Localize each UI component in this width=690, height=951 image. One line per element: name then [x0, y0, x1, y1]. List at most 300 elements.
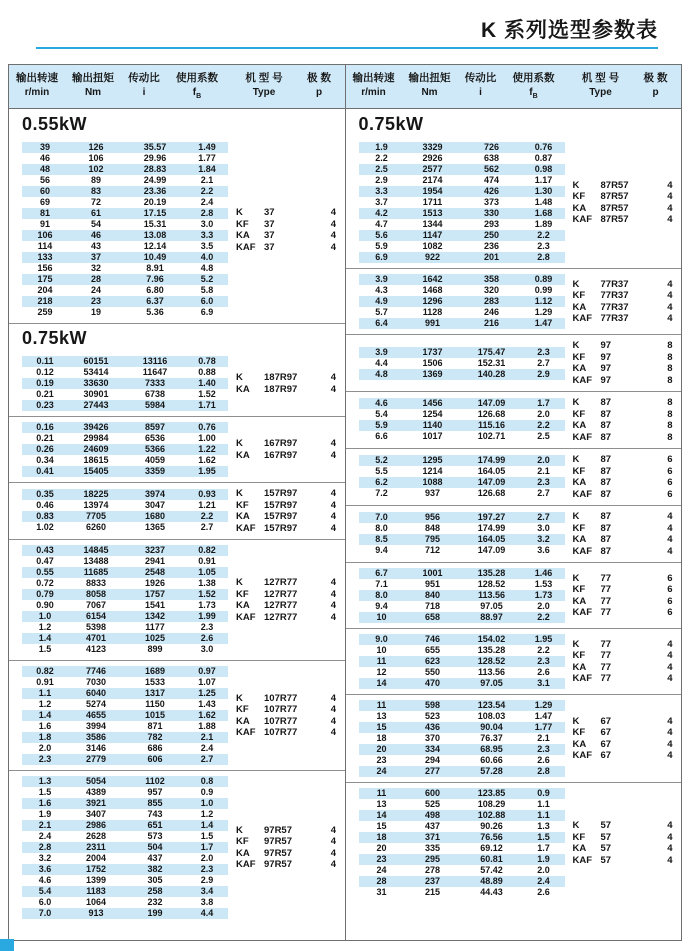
cell: 1.73 [198, 600, 216, 610]
cell: 57.42 [480, 865, 503, 875]
cell: 726 [483, 142, 500, 152]
cell: 0.21 [36, 433, 54, 443]
data-block [9, 484, 345, 538]
model-row [573, 214, 677, 226]
data-block [9, 772, 345, 923]
table-row [22, 908, 228, 919]
table-row [22, 522, 228, 533]
model-size: 87 [600, 522, 612, 534]
data-block [9, 541, 345, 659]
cell: 1752 [85, 864, 107, 874]
cell: 1.00 [198, 433, 216, 443]
table-row [359, 219, 565, 230]
data-block [9, 352, 345, 415]
table-row [359, 252, 565, 263]
header-unit: $f_B$ [529, 87, 538, 100]
model-size: 77 [600, 584, 612, 595]
cell: 29.96 [143, 153, 167, 163]
model-type: KAF [572, 431, 593, 443]
cell: 113.56 [477, 667, 506, 677]
cell: 48 [39, 164, 50, 174]
cell: 102.71 [477, 431, 506, 441]
cell: 956 [424, 512, 441, 522]
table-row [359, 523, 565, 534]
cell: 1.1 [537, 810, 550, 820]
table-row [359, 175, 565, 186]
cell: 154.02 [477, 634, 506, 644]
cell: 1365 [144, 522, 166, 532]
header-label: 输出扭矩 [408, 72, 451, 84]
cell: 175 [37, 274, 53, 284]
cell: 2.1 [38, 820, 52, 830]
cell: 573 [147, 831, 163, 841]
cell: 2.0 [537, 455, 550, 465]
table-row [359, 142, 565, 153]
cell: 2.8 [38, 842, 52, 852]
cell: 1.71 [198, 400, 216, 410]
cell: 5.2 [200, 274, 214, 284]
table-row [359, 656, 565, 667]
model-poles: 4 [330, 600, 336, 611]
cell: 686 [147, 743, 163, 753]
cell: 28.83 [143, 164, 167, 174]
model-poles: 4 [330, 218, 336, 230]
cell: 135.28 [477, 645, 506, 655]
cell: 937 [424, 488, 441, 498]
cell: 5.7 [375, 307, 388, 317]
cell: 0.26 [36, 444, 54, 454]
model-list [573, 820, 677, 866]
data-block [346, 138, 682, 267]
table-row [359, 241, 565, 252]
model-poles: 4 [330, 715, 336, 727]
table-row [22, 688, 228, 699]
model-row [236, 242, 340, 254]
cell: 0.79 [36, 589, 54, 599]
model-poles: 4 [667, 214, 673, 225]
cell: 1.5 [38, 787, 52, 797]
model-row [573, 607, 677, 619]
model-row [573, 409, 677, 421]
model-list [573, 279, 677, 325]
table-row [359, 398, 565, 409]
model-type: KF [572, 290, 586, 301]
model-row [573, 662, 677, 674]
cell: 5.36 [146, 307, 164, 317]
model-row [573, 340, 677, 352]
model-poles: 8 [667, 374, 673, 386]
cell: 3.0 [537, 523, 550, 533]
cell: 46 [90, 230, 101, 240]
cell: 1.22 [198, 444, 216, 454]
table-row [359, 420, 565, 431]
model-type: KF [572, 351, 586, 363]
table-row [359, 318, 565, 329]
table-row [22, 567, 228, 578]
table-row [22, 754, 228, 765]
model-type: K [236, 488, 243, 499]
table-row [359, 186, 565, 197]
model-row [573, 203, 677, 215]
cell: 197.27 [477, 512, 506, 522]
table-row [359, 545, 565, 556]
cell: 1214 [422, 466, 443, 476]
cell: 0.78 [198, 356, 216, 366]
model-size: 77 [600, 595, 612, 607]
cell: 156 [37, 263, 53, 273]
model-row [236, 859, 340, 871]
cell: 305 [147, 875, 163, 885]
model-list [573, 573, 677, 619]
model-poles: 4 [667, 750, 673, 761]
model-row [573, 727, 677, 739]
cell: 69.12 [480, 843, 503, 853]
model-row [236, 577, 340, 589]
cell: 0.19 [36, 378, 54, 388]
table-row [22, 241, 228, 252]
cell: 0.35 [36, 489, 54, 499]
cell: 2.8 [537, 252, 550, 262]
cell: 6.0 [200, 296, 214, 306]
table-row [359, 766, 565, 777]
model-size: 127R77 [264, 577, 298, 588]
cell: 46 [39, 153, 50, 163]
separator-line [346, 694, 682, 695]
table-row [359, 865, 565, 876]
table-row [22, 600, 228, 611]
data-block [346, 507, 682, 561]
table-row [22, 175, 228, 186]
cell: 1.89 [534, 219, 553, 229]
cell: 913 [88, 908, 104, 918]
model-poles: 6 [667, 607, 673, 618]
header-units [9, 86, 345, 103]
table-row [359, 601, 565, 612]
rows-group [359, 274, 565, 329]
cell: 6536 [144, 433, 166, 443]
cell: 436 [424, 722, 441, 732]
cell: 2311 [86, 842, 106, 852]
model-size: 107R77 [264, 692, 298, 704]
model-type: KF [236, 499, 249, 511]
model-row [573, 489, 677, 501]
model-size: 87 [600, 534, 612, 545]
model-row [573, 843, 677, 855]
cell: 1296 [422, 296, 443, 306]
model-row [573, 420, 677, 432]
model-type: KA [236, 847, 250, 859]
cell: 2.8 [537, 766, 550, 776]
model-type: KAF [572, 313, 593, 324]
cell: 1.77 [534, 722, 553, 732]
cell: 0.76 [198, 422, 216, 432]
cell: 23 [376, 755, 387, 765]
rows-group [359, 788, 565, 898]
table-row [22, 263, 228, 274]
cell: 2548 [144, 567, 166, 577]
table-row [359, 208, 565, 219]
cell: 277 [424, 766, 441, 776]
model-type: K [572, 715, 580, 727]
cell: 39426 [83, 422, 109, 432]
cell: 6260 [85, 522, 107, 532]
cell: 237 [424, 876, 441, 886]
model-poles: 4 [330, 438, 336, 449]
table-row [359, 409, 565, 420]
model-type: K [572, 572, 580, 584]
model-type: K [236, 438, 243, 449]
model-row [236, 511, 340, 523]
model-size: 77 [600, 650, 612, 661]
model-poles: 4 [330, 499, 336, 511]
model-size: 37 [264, 230, 275, 241]
cell: 1757 [144, 589, 166, 599]
cell: 23.36 [143, 186, 167, 196]
cell: 72 [90, 197, 101, 207]
cell: 437 [424, 821, 441, 831]
cell: 3.4 [200, 886, 214, 896]
cell: 1.62 [198, 710, 216, 720]
cell: 23 [90, 296, 101, 306]
model-poles: 4 [330, 522, 336, 534]
cell: 10.49 [143, 252, 167, 262]
table-row [22, 875, 228, 886]
model-type: K [236, 207, 243, 218]
table-row [359, 645, 565, 656]
model-poles: 4 [667, 715, 673, 727]
cell: 2.3 [38, 754, 52, 764]
model-row [573, 191, 677, 203]
cell: 250 [483, 230, 500, 240]
model-row [573, 477, 677, 489]
cell: 2.1 [537, 733, 550, 743]
data-block [346, 393, 682, 447]
table-row [22, 732, 228, 743]
model-type: KA [572, 301, 587, 313]
cell: 15 [376, 722, 387, 732]
table-row [359, 358, 565, 369]
cell: 12 [376, 667, 387, 677]
cell: 1128 [422, 307, 443, 317]
cell: 2.8 [200, 208, 214, 218]
cell: 795 [424, 534, 441, 544]
model-row [236, 230, 340, 242]
model-size: 77R37 [600, 313, 629, 324]
separator-line [346, 562, 682, 563]
cell: 899 [147, 644, 163, 654]
model-poles: 4 [330, 577, 336, 588]
table-row [22, 556, 228, 567]
model-poles: 8 [667, 363, 673, 374]
model-poles: 4 [330, 230, 336, 241]
model-size: 67 [600, 715, 612, 727]
model-row [573, 454, 677, 466]
table-row [22, 208, 228, 219]
cell: 3407 [85, 809, 107, 819]
table-row [22, 230, 228, 241]
model-row [573, 279, 677, 291]
table-row [359, 788, 565, 799]
rows-group [22, 666, 228, 765]
cell: 2.0 [537, 601, 550, 611]
cell: 743 [147, 809, 163, 819]
cell: 470 [424, 678, 441, 688]
cell: 215 [424, 887, 441, 897]
cell: 2.2 [200, 511, 214, 521]
header-unit: Type [252, 87, 276, 98]
cell: 2.7 [537, 357, 550, 368]
table-row [22, 389, 228, 400]
model-type: KAF [572, 374, 593, 386]
cell: 1.3 [537, 821, 550, 831]
cell: 1025 [144, 633, 166, 643]
model-list [236, 488, 340, 534]
cell: 6.80 [146, 285, 164, 295]
model-poles: 4 [330, 859, 336, 870]
cell: 11 [376, 656, 387, 666]
cell: 504 [147, 842, 163, 852]
cell: 1737 [422, 346, 443, 357]
model-size: 67 [600, 727, 612, 738]
cell: 7.2 [375, 488, 388, 498]
cell: 1183 [86, 886, 106, 896]
table-row [359, 488, 565, 499]
model-size: 107R77 [264, 727, 298, 738]
header-label: 传动比 [128, 72, 160, 84]
rows-group [22, 776, 228, 919]
cell: 39 [39, 142, 50, 152]
rows-group [359, 142, 565, 263]
cell: 3.0 [200, 644, 214, 654]
cell: 1.2 [38, 699, 52, 709]
table-row [22, 153, 228, 164]
table-row [359, 274, 565, 285]
model-size: 167R97 [264, 449, 298, 461]
cell: 2.1 [200, 732, 214, 742]
table-row [22, 864, 228, 875]
cell: 1017 [422, 431, 443, 441]
cell: 13116 [142, 356, 168, 366]
table-row [359, 634, 565, 645]
cell: 498 [424, 810, 441, 820]
cell: 1082 [422, 241, 443, 251]
model-size: 77R37 [600, 278, 629, 290]
model-type: KA [572, 363, 587, 374]
model-size: 157R97 [264, 511, 298, 522]
model-row [236, 438, 340, 450]
rows-group [359, 347, 565, 380]
model-type: KA [572, 843, 587, 854]
cell: 1.8 [38, 732, 52, 742]
cell: 60 [39, 186, 50, 196]
model-size: 87 [600, 545, 612, 557]
rows-group [22, 545, 228, 655]
cell: 1369 [422, 368, 443, 379]
cell: 1680 [144, 511, 166, 521]
cell: 17.15 [143, 208, 167, 218]
cell: 7746 [85, 666, 107, 676]
model-poles: 4 [330, 207, 336, 218]
cell: 2.4 [537, 876, 550, 886]
cell: 1.29 [534, 307, 553, 317]
table-row [22, 710, 228, 721]
cell: 718 [424, 601, 441, 611]
cell: 1506 [422, 357, 443, 368]
model-type: KA [236, 511, 250, 522]
cell: 152.31 [477, 357, 506, 368]
model-size: 97 [600, 340, 612, 351]
model-row [236, 372, 340, 384]
table-row [359, 810, 565, 821]
model-type: KA [572, 202, 587, 214]
header-labels [9, 71, 345, 85]
cell: 126.68 [477, 409, 506, 419]
cell: 90.04 [480, 722, 503, 732]
model-poles: 4 [330, 836, 336, 847]
cell: 13488 [83, 556, 109, 566]
table-row [359, 307, 565, 318]
cell: 1147 [422, 230, 443, 240]
cell: 5984 [144, 400, 166, 410]
table-row [22, 809, 228, 820]
model-type: KF [572, 522, 586, 534]
cell: 6.0 [38, 897, 52, 907]
cell: 7.96 [146, 274, 164, 284]
cell: 232 [147, 897, 163, 907]
cell: 61 [90, 208, 101, 218]
model-poles: 4 [330, 588, 336, 600]
model-poles: 6 [667, 465, 673, 477]
cell: 90.26 [480, 821, 503, 831]
cell: 2.4 [200, 743, 214, 753]
cell: 5366 [144, 444, 166, 454]
table-row [359, 512, 565, 523]
cell: 27443 [83, 400, 109, 410]
cell: 164.05 [477, 466, 506, 476]
model-type: KAF [572, 214, 593, 225]
model-poles: 4 [667, 301, 673, 313]
model-size: 57 [600, 831, 612, 843]
cell: 7.1 [375, 579, 388, 589]
cell: 1.7 [537, 843, 550, 853]
cell: 6.2 [375, 477, 388, 487]
cell: 6738 [144, 389, 166, 399]
model-row [573, 650, 677, 662]
table-row [359, 854, 565, 865]
model-poles: 4 [330, 449, 336, 461]
table-row [359, 744, 565, 755]
model-type: KA [236, 449, 250, 461]
cell: 0.8 [200, 776, 214, 786]
cell: 373 [483, 197, 500, 207]
cell: 123.54 [477, 700, 506, 710]
cell: 1064 [85, 897, 107, 907]
cell: 113.56 [477, 590, 506, 600]
cell: 1541 [144, 600, 166, 610]
cell: 18225 [83, 489, 109, 499]
model-row [573, 432, 677, 444]
cell: 174.99 [477, 523, 506, 533]
cell: 2.3 [537, 656, 550, 666]
cell: 0.43 [36, 545, 54, 555]
separator-line [346, 628, 682, 629]
model-size: 127R77 [264, 588, 298, 600]
cell: 0.91 [36, 677, 54, 687]
model-poles: 4 [667, 673, 673, 684]
section-power-heading: 0.75kW [22, 328, 88, 348]
cell: 5398 [85, 622, 107, 632]
cell: 1926 [144, 578, 166, 588]
